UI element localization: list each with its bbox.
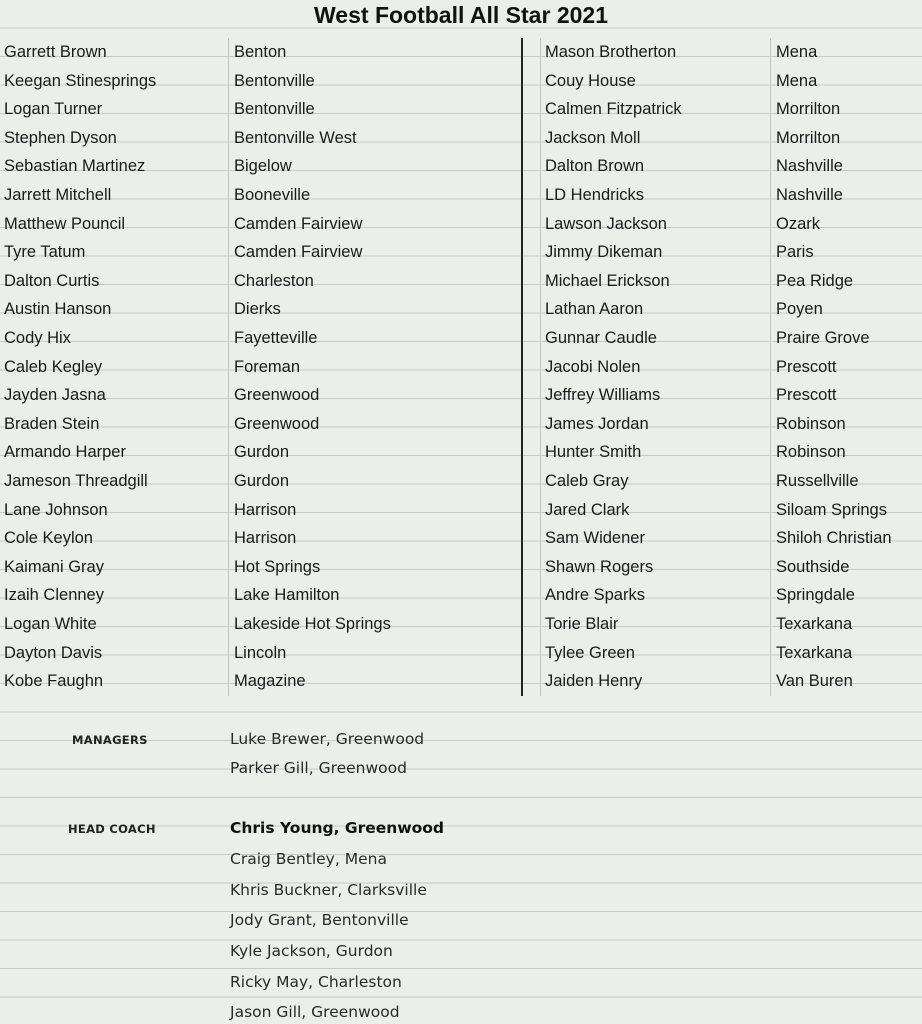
- player-school: Camden Fairview: [228, 210, 526, 239]
- player-name: Kobe Faughn: [4, 672, 104, 691]
- roster-row: [0, 496, 922, 525]
- player-name: Cody Hix: [4, 329, 71, 347]
- player-name: Keegan Stinesprings: [4, 71, 157, 90]
- player-school: Bigelow: [228, 152, 526, 181]
- player-name: Lawson Jackson: [540, 210, 773, 239]
- player-name: Austin Hanson: [4, 300, 112, 319]
- roster-row: [0, 524, 922, 553]
- player-name: Caleb Gray: [540, 467, 773, 496]
- manager-name: Parker Gill, Greenwood: [230, 759, 407, 777]
- player-school: Nashville: [770, 181, 922, 210]
- player-school: Texarkana: [770, 610, 922, 639]
- assistant-coach-name: Kyle Jackson, Gurdon: [230, 942, 393, 960]
- player-name: Logan White: [4, 615, 97, 633]
- player-name: Kaimani Gray: [4, 557, 104, 576]
- player-name: James Jordan: [540, 410, 773, 439]
- player-school: Harrison: [228, 496, 526, 525]
- player-school: Gurdon: [228, 438, 526, 467]
- assistant-coach-name: Khris Buckner, Clarksville: [230, 881, 427, 899]
- roster-row: [0, 152, 922, 181]
- player-school: Prescott: [770, 381, 922, 410]
- player-school: Fayetteville: [228, 324, 526, 353]
- player-name: Jeffrey Williams: [540, 381, 773, 410]
- player-school: Morrilton: [770, 124, 922, 153]
- player-name: Andre Sparks: [540, 581, 773, 610]
- roster-row: [0, 581, 922, 610]
- player-name: Jaiden Henry: [540, 667, 773, 696]
- player-school: Southside: [770, 553, 922, 582]
- player-school: Paris: [770, 238, 922, 267]
- player-name: Logan Turner: [4, 100, 103, 119]
- player-name: Garrett Brown: [4, 43, 107, 61]
- player-name: Sam Widener: [540, 524, 773, 553]
- player-name: Couy House: [540, 67, 773, 96]
- player-school: Mena: [770, 38, 922, 67]
- player-name: Hunter Smith: [540, 438, 773, 467]
- player-name: Stephen Dyson: [4, 128, 117, 147]
- player-name: Braden Stein: [4, 414, 100, 433]
- player-name: Matthew Pouncil: [4, 214, 126, 233]
- player-name: Lathan Aaron: [540, 295, 773, 324]
- player-school: Charleston: [228, 267, 526, 296]
- player-name: Cole Keylon: [4, 529, 93, 548]
- roster-row: [0, 67, 922, 96]
- roster-row: [0, 667, 922, 696]
- player-name: Torie Blair: [540, 610, 773, 639]
- player-name: Caleb Kegley: [4, 357, 103, 376]
- player-name: Jameson Threadgill: [4, 472, 148, 490]
- head-coach-name: Chris Young, Greenwood: [230, 819, 445, 837]
- page-title: West Football All Star 2021: [314, 2, 608, 28]
- manager-name: Luke Brewer, Greenwood: [230, 730, 425, 748]
- player-school: Bentonville West: [228, 124, 526, 153]
- player-name: Tyre Tatum: [4, 243, 86, 262]
- player-name: Jared Clark: [540, 496, 773, 525]
- player-school: Morrilton: [770, 95, 922, 124]
- player-school: Pea Ridge: [770, 267, 922, 296]
- assistant-coach-name: Jason Gill, Greenwood: [230, 1003, 400, 1021]
- head-coach-label: HEAD COACH: [68, 822, 156, 836]
- assistant-coach-name: Ricky May, Charleston: [230, 973, 402, 991]
- player-school: Van Buren: [770, 667, 922, 696]
- player-name: Jacobi Nolen: [540, 353, 773, 382]
- player-school: Hot Springs: [228, 553, 526, 582]
- player-school: Camden Fairview: [228, 238, 526, 267]
- player-school: Booneville: [228, 181, 526, 210]
- roster-row: [0, 181, 922, 210]
- assistant-coach-name: Craig Bentley, Mena: [230, 850, 387, 868]
- player-name: Mason Brotherton: [540, 38, 773, 67]
- roster-row: [0, 124, 922, 153]
- roster-row: [0, 324, 922, 353]
- roster-row: [0, 438, 922, 467]
- column-divider: [521, 38, 523, 696]
- roster-row: [0, 353, 922, 382]
- player-school: Springdale: [770, 581, 922, 610]
- player-school: Shiloh Christian: [770, 524, 922, 553]
- managers-label: MANAGERS: [72, 733, 148, 747]
- player-school: Russellville: [770, 467, 922, 496]
- player-name: Calmen Fitzpatrick: [540, 95, 773, 124]
- player-school: Dierks: [228, 295, 526, 324]
- player-school: Gurdon: [228, 467, 526, 496]
- player-school: Siloam Springs: [770, 496, 922, 525]
- assistant-coach-name: Jody Grant, Bentonville: [230, 911, 409, 929]
- roster-row: [0, 238, 922, 267]
- player-name: Izaih Clenney: [4, 586, 104, 605]
- player-school: Lincoln: [228, 639, 526, 668]
- player-school: Nashville: [770, 152, 922, 181]
- player-school: Bentonville: [228, 67, 526, 96]
- player-name: Armando Harper: [4, 443, 126, 462]
- roster-row: [0, 38, 922, 67]
- roster-row: [0, 410, 922, 439]
- player-school: Texarkana: [770, 639, 922, 668]
- roster-row: [0, 95, 922, 124]
- roster-row: [0, 295, 922, 324]
- player-name: Jarrett Mitchell: [4, 186, 112, 204]
- player-name: Sebastian Martinez: [4, 157, 146, 176]
- player-school: Poyen: [770, 295, 922, 324]
- player-name: Michael Erickson: [540, 267, 773, 296]
- roster-row: [0, 553, 922, 582]
- roster-row: [0, 210, 922, 239]
- player-school: Praire Grove: [770, 324, 922, 353]
- roster-row: [0, 639, 922, 668]
- player-school: Prescott: [770, 353, 922, 382]
- player-school: Robinson: [770, 438, 922, 467]
- player-name: Lane Johnson: [4, 500, 108, 519]
- player-school: Lakeside Hot Springs: [228, 610, 526, 639]
- player-name: Jayden Jasna: [4, 386, 106, 405]
- player-school: Foreman: [228, 353, 526, 382]
- player-school: Lake Hamilton: [228, 581, 526, 610]
- player-name: Jackson Moll: [540, 124, 773, 153]
- player-name: Dayton Davis: [4, 643, 103, 662]
- player-school: Magazine: [228, 667, 526, 696]
- player-school: Harrison: [228, 524, 526, 553]
- roster-row: [0, 267, 922, 296]
- player-school: Greenwood: [228, 381, 526, 410]
- player-school: Greenwood: [228, 410, 526, 439]
- player-name: Tylee Green: [540, 639, 773, 668]
- player-school: Robinson: [770, 410, 922, 439]
- roster-row: [0, 610, 922, 639]
- player-name: Gunnar Caudle: [540, 324, 773, 353]
- player-name: LD Hendricks: [540, 181, 773, 210]
- roster-row: [0, 467, 922, 496]
- player-school: Benton: [228, 38, 526, 67]
- player-school: Ozark: [770, 210, 922, 239]
- player-name: Dalton Brown: [540, 152, 773, 181]
- roster-row: [0, 381, 922, 410]
- player-school: Bentonville: [228, 95, 526, 124]
- player-name: Jimmy Dikeman: [540, 238, 773, 267]
- player-school: Mena: [770, 67, 922, 96]
- player-name: Dalton Curtis: [4, 271, 100, 290]
- player-name: Shawn Rogers: [540, 553, 773, 582]
